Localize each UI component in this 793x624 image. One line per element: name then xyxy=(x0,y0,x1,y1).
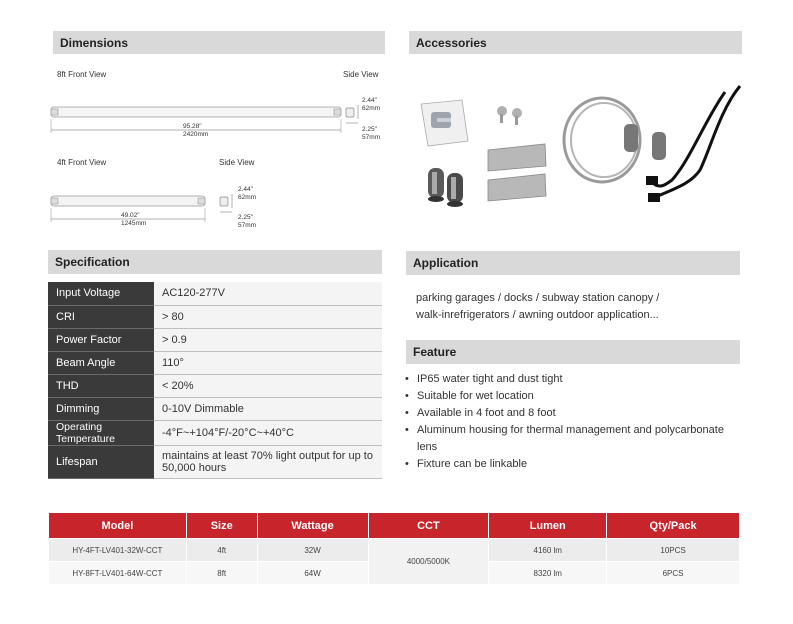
side-view-4ft-drawing xyxy=(220,194,232,212)
spec-key: Power Factor xyxy=(48,328,154,351)
spec-row xyxy=(48,445,382,478)
dimensions-header: Dimensions xyxy=(53,31,385,54)
spec-row xyxy=(48,282,382,305)
length-8ft-inch: 95.28" xyxy=(183,123,202,130)
length-4ft-mm: 1245mm xyxy=(121,220,147,227)
lumen-cell: 8320 lm xyxy=(489,562,607,585)
spec-row xyxy=(48,305,382,328)
accessory-end-caps-image xyxy=(428,168,463,207)
wattage-cell: 32W xyxy=(257,539,368,562)
accessories-header: Accessories xyxy=(409,31,742,54)
spec-key: THD xyxy=(48,374,154,397)
spec-key: Lifespan xyxy=(48,445,154,478)
qty-cell: 6PCS xyxy=(607,562,740,585)
application-text xyxy=(416,290,736,324)
column-header-wattage: Wattage xyxy=(257,513,368,539)
application-line: parking garages / docks / subway station canopy / xyxy=(416,292,660,304)
side-view-8ft-drawing xyxy=(346,105,358,123)
depth-4ft-inch: 2.25" xyxy=(238,214,253,221)
accessory-brackets-image xyxy=(488,144,546,201)
depth-4ft-mm: 57mm xyxy=(238,222,257,229)
column-header-qty-pack: Qty/Pack xyxy=(607,513,740,539)
spec-value: maintains at least 70% light output for up to 50,000 hours xyxy=(154,445,382,478)
spec-row xyxy=(48,328,382,351)
model-cell: HY-4FT-LV401-32W-CCT xyxy=(49,539,187,562)
spec-key: Input Voltage xyxy=(48,282,154,305)
feature-item: • Suitable for wet location xyxy=(404,388,734,405)
front-view-8ft-label: 8ft Front View xyxy=(57,70,107,79)
spec-key: CRI xyxy=(48,305,154,328)
spec-value: 110° xyxy=(154,351,382,374)
specification-table xyxy=(48,282,382,479)
feature-item: • IP65 water tight and dust tight xyxy=(404,371,734,388)
qty-cell: 10PCS xyxy=(607,539,740,562)
spec-value: > 0.9 xyxy=(154,328,382,351)
height-8ft-mm: 62mm xyxy=(362,105,381,112)
size-cell: 4ft xyxy=(186,539,257,562)
application-line: walk-inrefrigerators / awning outdoor application... xyxy=(416,309,659,321)
column-header-lumen: Lumen xyxy=(489,513,607,539)
model-cell: HY-8FT-LV401-64W-CCT xyxy=(49,562,187,585)
depth-8ft-mm: 57mm xyxy=(362,134,381,141)
specification-header: Specification xyxy=(48,250,382,274)
spec-value: > 80 xyxy=(154,305,382,328)
cct-cell: 4000/5000K xyxy=(368,539,489,585)
spec-key: Dimming xyxy=(48,397,154,420)
spec-row xyxy=(48,397,382,420)
side-view-4ft-label: Side View xyxy=(219,158,255,167)
spec-row xyxy=(48,374,382,397)
column-header-cct: CCT xyxy=(368,513,489,539)
spec-value: 0-10V Dimmable xyxy=(154,397,382,420)
height-4ft-inch: 2.44" xyxy=(238,186,253,193)
lumen-cell: 4160 lm xyxy=(489,539,607,562)
front-view-4ft-label: 4ft Front View xyxy=(57,158,107,167)
spec-key: Operating Temperature xyxy=(48,420,154,445)
side-view-8ft-label: Side View xyxy=(343,70,379,79)
accessory-clip-bag-image xyxy=(421,100,468,146)
feature-item: • Available in 4 foot and 8 foot xyxy=(404,405,734,422)
wattage-cell: 64W xyxy=(257,562,368,585)
column-header-model: Model xyxy=(49,513,187,539)
spec-key: Beam Angle xyxy=(48,351,154,374)
depth-8ft-inch: 2.25" xyxy=(362,126,377,133)
spec-value: < 20% xyxy=(154,374,382,397)
table-row xyxy=(49,539,740,562)
accessory-screws-image xyxy=(497,106,522,125)
accessory-cable-image xyxy=(564,86,740,202)
feature-item: • Aluminum housing for thermal management and polycarbonate lens xyxy=(404,422,734,456)
spec-value: -4°F~+104°F/-20°C~+40°C xyxy=(154,420,382,445)
model-table xyxy=(48,512,740,585)
spec-row xyxy=(48,420,382,445)
height-8ft-inch: 2.44" xyxy=(362,97,377,104)
feature-list xyxy=(404,371,734,473)
spec-row xyxy=(48,351,382,374)
application-header: Application xyxy=(406,251,740,275)
spec-value: AC120-277V xyxy=(154,282,382,305)
model-table-header-row xyxy=(49,513,740,539)
column-header-size: Size xyxy=(186,513,257,539)
height-4ft-mm: 62mm xyxy=(238,194,257,201)
size-cell: 8ft xyxy=(186,562,257,585)
feature-header: Feature xyxy=(406,340,740,364)
length-4ft-inch: 49.02" xyxy=(121,212,140,219)
length-8ft-mm: 2420mm xyxy=(183,131,209,138)
feature-item: • Fixture can be linkable xyxy=(404,456,734,473)
